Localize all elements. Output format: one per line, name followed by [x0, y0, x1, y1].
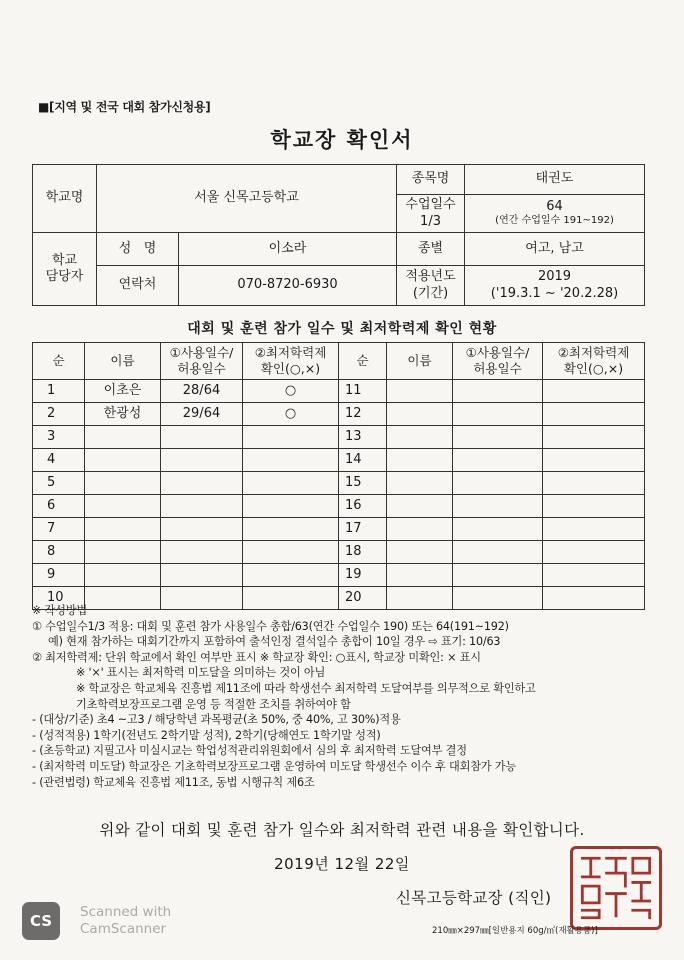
row-no: 2	[33, 403, 85, 426]
row-days: 29/64	[161, 403, 243, 426]
row-days	[453, 518, 543, 541]
table-row	[33, 518, 645, 541]
row-days	[453, 564, 543, 587]
row-check	[543, 380, 645, 403]
contact-value: 070-8720-6930	[179, 266, 397, 306]
sport-label: 종목명	[397, 165, 465, 195]
row-name	[85, 472, 161, 495]
note-line: - (성적적용) 1학기(전년도 2학기말 성적), 2학기(당해연도 1학기말 성적)	[32, 728, 381, 742]
form-tag: ■[지역 및 전국 대회 참가신청용]	[38, 100, 211, 114]
year-cell	[465, 266, 645, 306]
row-days	[161, 495, 243, 518]
principal-signature: 신목고등학교장 (직인)	[396, 889, 552, 907]
info-table	[32, 164, 645, 306]
row-no: 12	[339, 403, 387, 426]
watermark-line1: Scanned with	[80, 904, 172, 920]
row-no: 19	[339, 564, 387, 587]
year-value: 2019	[537, 269, 572, 285]
period-value: ('19.3.1 ~ '20.2.28)	[490, 285, 619, 301]
gender-value: 여고, 남고	[465, 233, 645, 266]
row-name	[387, 403, 453, 426]
row-days	[453, 403, 543, 426]
row-check	[543, 564, 645, 587]
status-title: 대회 및 훈련 참가 일수 및 최저학력제 확인 현황	[187, 321, 497, 337]
row-no: 14	[339, 449, 387, 472]
row-check	[243, 449, 339, 472]
row-check	[543, 449, 645, 472]
contact-label: 연락처	[97, 266, 179, 306]
row-check	[543, 472, 645, 495]
row-no: 9	[33, 564, 85, 587]
row-check	[543, 518, 645, 541]
row-check	[243, 495, 339, 518]
row-check: ○	[243, 403, 339, 426]
row-name	[387, 426, 453, 449]
row-name	[387, 449, 453, 472]
row-days	[453, 495, 543, 518]
note-line: ② 최저학력제: 단위 학교에서 확인 여부만 표시 ※ 학교장 확인: ○표시, 학교장 미확인: × 표시	[32, 650, 481, 664]
row-no: 1	[33, 380, 85, 403]
row-no: 18	[339, 541, 387, 564]
table-row	[33, 541, 645, 564]
confirmation-statement: 위와 같이 대회 및 훈련 참가 일수와 최저학력 관련 내용을 확인합니다.	[99, 821, 585, 839]
row-no: 3	[33, 426, 85, 449]
row-check: ○	[243, 380, 339, 403]
document-title: 학교장 확인서	[270, 128, 414, 152]
note-line: ① 수업일수1/3 적용: 대회 및 훈련 참가 사용일수 총합/63(연간 수업일수 190) 또는 64(191~192)	[32, 619, 509, 633]
row-check	[243, 564, 339, 587]
row-name	[387, 541, 453, 564]
writing-instructions	[32, 603, 652, 790]
table-row	[33, 426, 645, 449]
row-name	[85, 564, 161, 587]
sport-value: 태권도	[465, 165, 645, 195]
row-name: 이초은	[85, 380, 161, 403]
header-no: 순	[33, 343, 85, 380]
row-check	[243, 426, 339, 449]
row-days	[161, 426, 243, 449]
row-days	[453, 449, 543, 472]
watermark-line2: CamScanner	[80, 921, 167, 937]
row-days: 28/64	[161, 380, 243, 403]
row-days	[161, 564, 243, 587]
note-line: - (관련법령) 학교체육 진흥법 제11조, 동법 시행규칙 제6조	[32, 775, 315, 789]
table-row	[33, 472, 645, 495]
note-line: 예) 현재 참가하는 대회기간까지 포함하여 출석인정 결석일수 총합이 10일 경우 ⇨ 표기: 10/63	[48, 635, 501, 649]
table-row	[33, 403, 645, 426]
row-name	[85, 449, 161, 472]
row-check	[243, 541, 339, 564]
name-label: 성 명	[97, 233, 179, 266]
row-name	[85, 541, 161, 564]
row-days	[453, 541, 543, 564]
header-days: ①사용일수/ 허용일수	[161, 343, 243, 380]
row-no: 15	[339, 472, 387, 495]
manager-name: 이소라	[179, 233, 397, 266]
row-no: 20	[339, 587, 387, 610]
header-name: 이름	[85, 343, 161, 380]
year-label: 적용년도 (기간)	[397, 266, 465, 306]
manager-label: 학교 담당자	[33, 233, 97, 306]
school-name: 서울 신목고등학교	[97, 165, 397, 233]
row-days	[453, 426, 543, 449]
row-name	[85, 426, 161, 449]
row-no: 5	[33, 472, 85, 495]
row-days	[453, 380, 543, 403]
row-no: 17	[339, 518, 387, 541]
row-name	[387, 472, 453, 495]
row-name: 한광성	[85, 403, 161, 426]
row-check	[243, 472, 339, 495]
row-days	[161, 449, 243, 472]
row-no: 16	[339, 495, 387, 518]
status-table	[32, 342, 645, 610]
note-line: ※ '×' 표시는 최저학력 미도달을 의미하는 것이 아님	[76, 666, 326, 680]
row-no: 11	[339, 380, 387, 403]
row-check	[543, 403, 645, 426]
row-no: 13	[339, 426, 387, 449]
row-days	[453, 472, 543, 495]
row-no: 4	[33, 449, 85, 472]
class-days-cell	[465, 195, 645, 233]
camscanner-logo-icon: CS	[22, 902, 60, 940]
row-no: 8	[33, 541, 85, 564]
header-check: ②최저학력제 확인(○,×)	[543, 343, 645, 380]
row-days	[161, 518, 243, 541]
header-name: 이름	[387, 343, 453, 380]
header-days: ①사용일수/ 허용일수	[453, 343, 543, 380]
class-days-value: 64	[546, 199, 563, 215]
school-label: 학교명	[33, 165, 97, 233]
table-row	[33, 495, 645, 518]
row-check	[543, 495, 645, 518]
row-no: 7	[33, 518, 85, 541]
row-name	[387, 495, 453, 518]
row-name	[85, 495, 161, 518]
gender-label: 종별	[397, 233, 465, 266]
table-row	[33, 449, 645, 472]
note-heading: ※ 작성방법	[32, 604, 87, 617]
row-name	[387, 518, 453, 541]
issue-date: 2019년 12월 22일	[274, 855, 410, 873]
class-days-note: (연간 수업일수 191~192)	[495, 215, 614, 227]
table-row	[33, 564, 645, 587]
note-line: - (최저학력 미도달) 학교장은 기초학력보장프로그램 운영하여 미도달 학생선수 이수 후 대회참가 가능	[32, 759, 516, 773]
note-line: - (초등학교) 지필고사 미실시교는 학업성적관리위원회에서 심의 후 최저학력 도달여부 결정	[32, 744, 467, 758]
row-name	[387, 380, 453, 403]
note-line: - (대상/기준) 초4 ~고3 / 해당학년 과목평균(초 50%, 중 40%, 고 30%)적용	[32, 713, 401, 727]
row-no: 10	[33, 587, 85, 610]
official-seal-icon	[570, 846, 662, 930]
row-name	[85, 518, 161, 541]
row-days	[161, 472, 243, 495]
note-line: ※ 학교장은 학교체육 진흥법 제11조에 따라 학생선수 최저학력 도달여부를 의무적으로 확인하고	[76, 681, 536, 695]
row-check	[543, 426, 645, 449]
camscanner-watermark	[80, 904, 171, 938]
row-name	[387, 564, 453, 587]
header-no: 순	[339, 343, 387, 380]
table-row	[33, 380, 645, 403]
row-check	[543, 541, 645, 564]
row-no: 6	[33, 495, 85, 518]
note-line: 기초학력보장프로그램 운영 등 적절한 조치를 취하여야 함	[76, 697, 351, 711]
header-check: ②최저학력제 확인(○,×)	[243, 343, 339, 380]
row-days	[161, 541, 243, 564]
class-days-label: 수업일수 1/3	[397, 195, 465, 233]
paper-spec: 210㎜×297㎜[일반용지 60g/㎡(재활용품)]	[432, 926, 598, 936]
row-check	[243, 518, 339, 541]
